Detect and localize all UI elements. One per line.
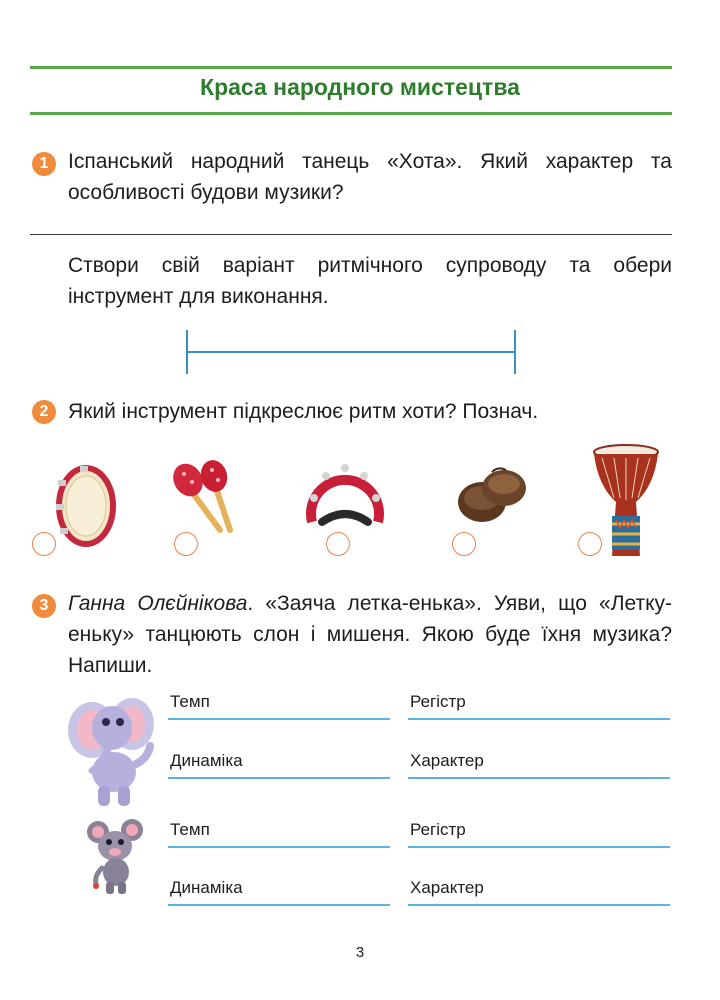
question-3-text: Ганна Олєйнікова. «Заяча летка-енька». Уяви, що «Летку-еньку» танцюють слон і мишеня. Якою буде їхня музика? Напиши. (68, 592, 672, 677)
mouse-icon (84, 818, 148, 896)
answer-circle-tambourine[interactable] (32, 532, 56, 556)
answer-circle-ring-tambourine[interactable] (326, 532, 350, 556)
mouse-register-label: Регістр (410, 820, 466, 839)
mouse-character-label: Характер (410, 878, 484, 897)
question-3-rest: Уяви, що «Летку-еньку» танцюють слон і мишеня. Якою буде їхня музика? Напиши. (68, 592, 672, 677)
question-1-divider (30, 234, 672, 235)
elephant-icon (62, 690, 158, 808)
answer-circle-djembe[interactable] (578, 532, 602, 556)
question-1-text: Іспанський народний танець «Хота». Який характер та особливості будови музики? (68, 150, 672, 204)
question-1-task: Створи свій варіант ритмічного супроводу та обери інструмент для виконання. (68, 254, 672, 308)
elephant-register-label: Регістр (410, 692, 466, 711)
mouse-register-answer-line[interactable] (408, 846, 670, 848)
rhythm-line[interactable] (186, 330, 516, 374)
mouse-character-answer-line[interactable] (408, 904, 670, 906)
elephant-dynamics-label: Динаміка (170, 751, 243, 770)
page-title: Краса народного мистецтва (200, 74, 520, 100)
elephant-register-answer-line[interactable] (408, 718, 670, 720)
question-3-piece: «Заяча летка-енька» (265, 592, 476, 615)
elephant-character-label: Характер (410, 751, 484, 770)
ring-tambourine-icon (300, 460, 390, 542)
mouse-dynamics-label: Динаміка (170, 878, 243, 897)
elephant-tempo-label: Темп (170, 692, 210, 711)
elephant-tempo-answer-line[interactable] (168, 718, 390, 720)
header-bottom-line (30, 112, 672, 115)
tambourine-icon (50, 460, 120, 552)
mouse-tempo-label: Темп (170, 820, 210, 839)
castanets-icon (452, 462, 532, 532)
question-2-number: 2 (32, 400, 56, 424)
page-number: 3 (355, 944, 365, 961)
question-3-number: 3 (32, 594, 56, 618)
elephant-character-answer-line[interactable] (408, 777, 670, 779)
mouse-tempo-answer-line[interactable] (168, 846, 390, 848)
mouse-dynamics-answer-line[interactable] (168, 904, 390, 906)
maracas-icon (168, 458, 248, 538)
header-top-line (30, 66, 672, 69)
question-1-number: 1 (32, 152, 56, 176)
answer-circle-maracas[interactable] (174, 532, 198, 556)
answer-circle-castanets[interactable] (452, 532, 476, 556)
question-2-text: Який інструмент підкреслює ритм хоти? Познач. (68, 400, 539, 423)
elephant-dynamics-answer-line[interactable] (168, 777, 390, 779)
question-3-author: Ганна Олєйнікова (68, 592, 248, 615)
